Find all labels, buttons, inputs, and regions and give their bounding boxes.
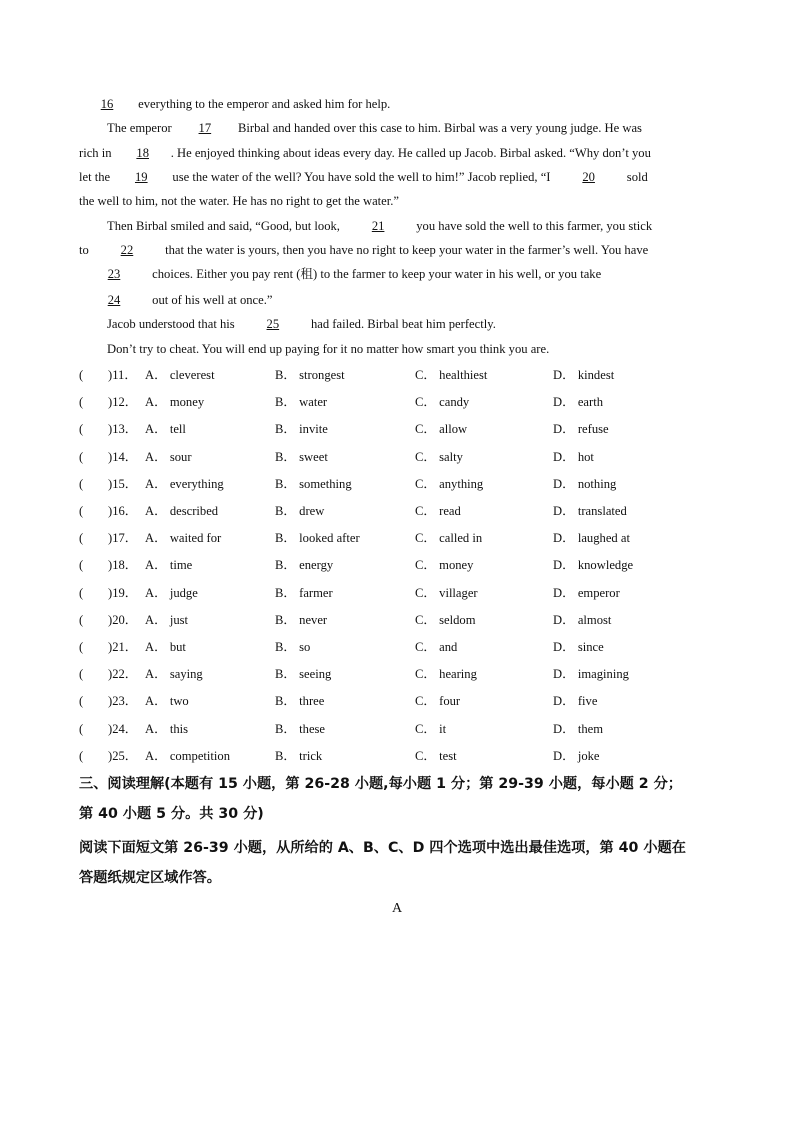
question-row <box>79 638 719 656</box>
option-a: A． time <box>145 558 193 573</box>
option-b: B． never <box>275 612 328 627</box>
passage-text: Jacob understood that his <box>107 317 238 331</box>
option-b: B． energy <box>275 558 334 573</box>
option-c: C． candy <box>415 395 470 410</box>
option-d: D． them <box>553 721 604 736</box>
blank-25: 25 <box>266 317 280 331</box>
option-a: A． just <box>145 612 189 627</box>
question-number: )11． <box>108 368 137 382</box>
passage-text: that the water is yours, then you have no right to keep your water in the farmer’s well. You have <box>161 243 649 257</box>
question-paren: ( <box>79 368 84 382</box>
blank-22: 22 <box>120 243 134 257</box>
question-row <box>79 420 719 438</box>
option-c: C． called in <box>415 531 483 546</box>
blank-23: 23 <box>107 267 121 281</box>
blank-17: 17 <box>198 121 212 135</box>
question-number: )18． <box>108 558 138 573</box>
passage-line-6 <box>107 218 719 234</box>
option-d: D． knowledge <box>553 558 634 573</box>
option-b: B． strongest <box>275 368 345 382</box>
question-row <box>79 448 719 466</box>
option-b: B． trick <box>275 748 323 763</box>
passage-text: choices. Either you pay rent (租) to the farmer to keep your water in his well, or you take <box>149 267 602 281</box>
option-c: C． and <box>415 640 458 654</box>
option-d: D． nothing <box>553 476 617 491</box>
option-d: D． imagining <box>553 667 629 682</box>
option-c: C． it <box>415 721 447 736</box>
instructions-cont: 答题纸规定区域作答。 <box>79 870 221 886</box>
question-paren: ( <box>79 558 84 573</box>
option-b: B． seeing <box>275 667 332 682</box>
option-c: C． seldom <box>415 612 476 627</box>
option-b: B． three <box>275 694 325 709</box>
option-a: A． this <box>145 721 189 736</box>
option-d: D． five <box>553 694 598 709</box>
question-paren: ( <box>79 694 84 709</box>
question-number: )21． <box>108 640 138 654</box>
passage-line-11: Don’t try to cheat. You will end up paying for it no matter how smart you think you are. <box>107 342 550 356</box>
option-b: B． these <box>275 721 326 736</box>
passage-line-1 <box>79 96 719 112</box>
option-d: D． almost <box>553 612 612 627</box>
question-row <box>79 611 719 629</box>
passage-line-5: the well to him, not the water. He has no right to get the water.” <box>79 194 400 208</box>
option-d: D． translated <box>553 504 627 518</box>
question-number: )24． <box>108 721 138 736</box>
option-d: D． hot <box>553 449 594 464</box>
question-row <box>79 475 719 493</box>
question-row <box>79 556 719 574</box>
passage-text: The emperor <box>107 121 175 135</box>
option-a: A． everything <box>145 476 224 491</box>
passage-text: everything to the emperor and asked him for help. <box>135 97 391 111</box>
question-number: )13． <box>108 422 138 437</box>
question-number: )12． <box>108 395 138 410</box>
question-row <box>79 692 719 710</box>
instructions: 阅读下面短文第 26-39 小题，从所给的 A、B、C、D 四个选项中选出最佳选项，第 40 小题在 <box>79 840 686 856</box>
question-row <box>79 720 719 738</box>
passage-line-9 <box>79 292 719 308</box>
question-paren: ( <box>79 504 84 518</box>
question-number: )19． <box>108 585 138 600</box>
option-d: D． emperor <box>553 585 620 600</box>
option-c: C． salty <box>415 449 463 464</box>
option-c: C． money <box>415 558 474 573</box>
passage-text: rich in <box>79 146 115 160</box>
option-a: A． described <box>145 504 219 518</box>
section-heading-cont: 第 40 小题 5 分。共 30 分) <box>79 806 264 822</box>
question-number: )25． <box>108 748 138 763</box>
passage-line-2 <box>107 120 719 136</box>
passage-text: Then Birbal smiled and said, “Good, but look, <box>107 219 344 233</box>
passage-text: use the water of the well? You have sold the well to him!” Jacob replied, “I <box>169 170 554 184</box>
option-b: B． invite <box>275 422 328 437</box>
passage-line-3 <box>79 145 719 161</box>
blank-18: 18 <box>136 146 149 160</box>
question-number: )14． <box>108 449 138 464</box>
passage-line-4 <box>79 169 719 185</box>
question-row <box>79 665 719 683</box>
option-c: C． hearing <box>415 667 477 682</box>
option-b: B． farmer <box>275 585 333 600</box>
option-d: D． refuse <box>553 422 609 437</box>
question-number: )20． <box>108 612 138 627</box>
option-d: D． since <box>553 640 604 654</box>
question-number: )23． <box>108 694 138 709</box>
blank-24: 24 <box>107 293 121 307</box>
option-c: C． read <box>415 504 461 518</box>
part-label: A <box>391 901 403 916</box>
option-c: C． villager <box>415 585 478 600</box>
question-paren: ( <box>79 640 84 654</box>
question-paren: ( <box>79 449 84 464</box>
option-a: A． sour <box>145 449 192 464</box>
question-row <box>79 393 719 411</box>
question-number: )17． <box>108 531 138 546</box>
question-paren: ( <box>79 667 84 682</box>
question-row <box>79 529 719 547</box>
option-a: A． but <box>145 640 186 654</box>
option-b: B． something <box>275 476 352 491</box>
question-paren: ( <box>79 612 84 627</box>
question-paren: ( <box>79 531 84 546</box>
option-b: B． sweet <box>275 449 328 464</box>
option-a: A． cleverest <box>145 368 215 382</box>
passage-text: to <box>79 243 92 257</box>
question-paren: ( <box>79 748 84 763</box>
passage-text: let the <box>79 170 114 184</box>
question-row <box>79 366 719 384</box>
passage-line-7 <box>79 242 719 258</box>
option-c: C． four <box>415 694 461 709</box>
section-heading: 三、阅读理解(本题有 15 小题，第 26-28 小题,每小题 1 分；第 29-39 小题，每小题 2 分； <box>79 776 682 792</box>
passage-text: out of his well at once.” <box>149 293 273 307</box>
passage-text: Birbal and handed over this case to him. Birbal was a very young judge. He was <box>234 121 642 135</box>
option-d: D． laughed at <box>553 531 630 546</box>
option-a: A． judge <box>145 585 198 600</box>
question-number: )16． <box>108 504 138 518</box>
option-d: D． joke <box>553 748 600 763</box>
option-a: A． saying <box>145 667 203 682</box>
passage-text: . He enjoyed thinking about ideas every day. He called up Jacob. Birbal asked. “Why don’t you <box>170 146 651 160</box>
option-a: A． waited for <box>145 531 222 546</box>
passage-text: sold <box>623 170 648 184</box>
option-a: A． competition <box>145 748 230 763</box>
option-d: D． kindest <box>553 368 615 382</box>
option-c: C． test <box>415 748 457 763</box>
passage-line-8 <box>79 266 719 282</box>
option-b: B． looked after <box>275 531 360 546</box>
question-row <box>79 502 719 520</box>
option-c: C． healthiest <box>415 368 488 382</box>
blank-21: 21 <box>371 219 385 233</box>
option-a: A． money <box>145 395 205 410</box>
question-number: )22． <box>108 667 138 682</box>
blank-20: 20 <box>582 170 595 184</box>
question-paren: ( <box>79 476 84 491</box>
option-c: C． anything <box>415 476 484 491</box>
question-paren: ( <box>79 585 84 600</box>
question-paren: ( <box>79 422 84 437</box>
option-d: D． earth <box>553 395 604 410</box>
option-a: A． two <box>145 694 189 709</box>
passage-text: you have sold the well to this farmer, you stick <box>413 219 653 233</box>
question-row <box>79 584 719 602</box>
question-paren: ( <box>79 721 84 736</box>
blank-19: 19 <box>134 170 148 184</box>
option-b: B． drew <box>275 504 325 518</box>
blank-16: 16 <box>100 97 114 111</box>
option-a: A． tell <box>145 422 186 437</box>
option-b: B． water <box>275 395 328 410</box>
option-b: B． so <box>275 640 311 654</box>
question-number: )15． <box>108 476 138 491</box>
passage-text: had failed. Birbal beat him perfectly. <box>307 317 496 331</box>
option-c: C． allow <box>415 422 468 437</box>
question-paren: ( <box>79 395 84 410</box>
passage-line-10 <box>107 316 719 332</box>
question-row <box>79 747 719 765</box>
